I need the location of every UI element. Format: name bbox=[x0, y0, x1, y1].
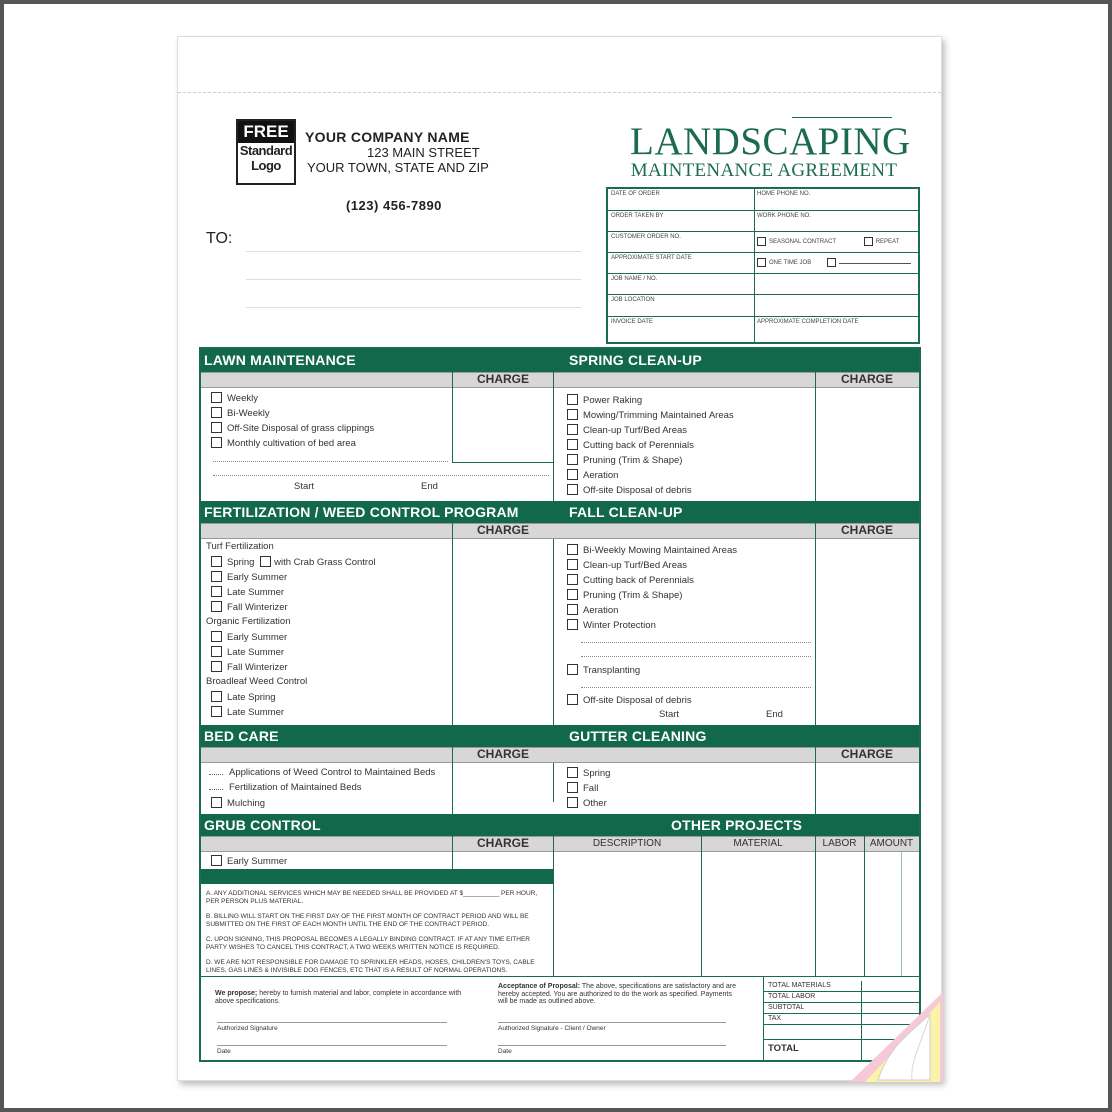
spring-item[interactable] bbox=[567, 439, 694, 452]
charge-bottom bbox=[452, 462, 553, 463]
fert-item[interactable] bbox=[211, 646, 284, 659]
completion-date-field[interactable]: APPROXIMATE COMPLETION DATE bbox=[757, 319, 859, 325]
checkbox[interactable] bbox=[567, 782, 578, 793]
signature-line[interactable] bbox=[217, 1022, 447, 1023]
other-checkbox[interactable] bbox=[827, 258, 836, 267]
total-labor-row: TOTAL LABOR bbox=[764, 992, 919, 1003]
gutter-item[interactable] bbox=[567, 767, 610, 780]
checkbox[interactable] bbox=[211, 407, 222, 418]
checkbox[interactable] bbox=[211, 631, 222, 642]
fert-item[interactable] bbox=[211, 706, 284, 719]
checkbox[interactable] bbox=[567, 424, 578, 435]
grub-footer-band bbox=[201, 869, 553, 884]
gutter-item-label: Fall bbox=[583, 783, 599, 794]
to-label: TO: bbox=[206, 230, 233, 247]
table-col-line bbox=[864, 836, 865, 976]
fall-item[interactable] bbox=[567, 664, 640, 677]
checkbox[interactable] bbox=[567, 767, 578, 778]
bed-item[interactable] bbox=[211, 797, 265, 810]
fall-end-label: End bbox=[766, 709, 783, 720]
date-of-order-field[interactable]: DATE OF ORDER bbox=[608, 189, 754, 211]
checkbox[interactable] bbox=[567, 559, 578, 570]
to-line bbox=[246, 307, 581, 308]
gutter-charge-header: CHARGE bbox=[840, 747, 893, 761]
grub-item-label: Early Summer bbox=[227, 856, 288, 867]
bed-item-label: Mulching bbox=[227, 798, 266, 809]
spring-item[interactable] bbox=[567, 409, 734, 422]
grub-charge-header: CHARGE bbox=[476, 836, 529, 850]
form-sheet bbox=[177, 36, 942, 1081]
checkbox[interactable] bbox=[567, 409, 578, 420]
fert-item[interactable] bbox=[211, 661, 288, 674]
propose-label: We propose; bbox=[215, 990, 258, 997]
grub-item[interactable] bbox=[211, 855, 287, 868]
checkbox[interactable] bbox=[567, 484, 578, 495]
page-curl bbox=[830, 992, 943, 1082]
spring-item-label: Clean-up Turf/Bed Areas bbox=[583, 425, 688, 436]
contract-type-row bbox=[754, 232, 920, 253]
propose-text: hereby to furnish material and labor, complete in accordance with above specifications. bbox=[215, 990, 462, 1005]
job-location-field[interactable]: JOB LOCATION bbox=[608, 295, 920, 317]
checkbox[interactable] bbox=[211, 422, 222, 433]
work-phone-field[interactable]: WORK PHONE NO. bbox=[754, 211, 920, 232]
fert-item-label: Late Summer bbox=[227, 587, 285, 598]
fall-item[interactable] bbox=[567, 559, 687, 572]
checkbox[interactable] bbox=[567, 619, 578, 630]
fert-item[interactable] bbox=[211, 571, 287, 584]
fall-item-label: Aeration bbox=[583, 605, 619, 616]
fert-item-label: Fall Winterizer bbox=[227, 662, 288, 673]
spring-item[interactable] bbox=[567, 454, 682, 467]
write-line[interactable] bbox=[209, 774, 223, 775]
fert-item[interactable] bbox=[211, 586, 284, 599]
lawn-item[interactable] bbox=[211, 407, 270, 420]
accept-text: The above, specifications are satisfactory and are hereby accepted. You are authorized to do the work as specified. Payments will be made as outlined above. bbox=[498, 983, 736, 1005]
write-line[interactable] bbox=[213, 461, 448, 462]
company-phone: (123) 456-7890 bbox=[346, 198, 442, 213]
signature-line[interactable] bbox=[498, 1022, 726, 1023]
lawn-charge-header: CHARGE bbox=[476, 372, 529, 386]
fert-item-label: Fall Winterizer bbox=[227, 602, 288, 613]
gutter-title: GUTTER CLEANING bbox=[569, 728, 707, 744]
turf-heading: Turf Fertilization bbox=[206, 541, 274, 552]
spring-item-label: Cutting back of Perennials bbox=[583, 440, 694, 451]
bed-title: BED CARE bbox=[204, 728, 279, 744]
logo-standard-text: Standard bbox=[239, 143, 293, 158]
accept-block bbox=[498, 983, 738, 1006]
title-main: LANDSCAPING bbox=[630, 120, 911, 163]
checkbox[interactable] bbox=[211, 556, 222, 567]
checkbox[interactable] bbox=[567, 454, 578, 465]
grub-title: GRUB CONTROL bbox=[204, 817, 321, 833]
one-time-label: ONE TIME JOB bbox=[769, 260, 812, 267]
spring-item-label: Off-site Disposal of debris bbox=[583, 485, 692, 496]
spring-item[interactable] bbox=[567, 424, 687, 437]
order-taken-by-field[interactable]: ORDER TAKEN BY bbox=[608, 211, 754, 232]
checkbox[interactable] bbox=[211, 437, 222, 448]
company-block bbox=[305, 130, 489, 175]
invoice-date-field[interactable]: INVOICE DATE bbox=[611, 319, 653, 325]
fert-item-label: Early Summer bbox=[227, 632, 288, 643]
total-row: TOTAL bbox=[768, 1043, 799, 1054]
fert-item-label: Late Spring bbox=[227, 692, 276, 703]
fall-item[interactable] bbox=[567, 694, 692, 707]
accept-signature-label: Authorized Signature - Client / Owner bbox=[498, 1025, 606, 1032]
fall-start-label: Start bbox=[659, 709, 680, 720]
spring-item-label: Aeration bbox=[583, 470, 619, 481]
fert-item-label: Spring bbox=[227, 557, 255, 568]
fall-item[interactable] bbox=[567, 619, 656, 632]
write-line[interactable] bbox=[581, 642, 811, 643]
lawn-start-label: Start bbox=[294, 481, 315, 492]
table-col-line bbox=[701, 836, 702, 976]
checkbox[interactable] bbox=[211, 646, 222, 657]
term-d: D. WE ARE NOT RESPONSIBLE FOR DAMAGE TO SPRINKLER HEADS, HOSES, CHILDREN'S TOYS, CABLE LINES, GAS LINES & INVISIBLE DOG FENCES, ETC THAT IS A RESULT OF NORMAL OPERATIONS. bbox=[206, 959, 535, 974]
spring-charge-header: CHARGE bbox=[840, 372, 893, 386]
title-sub: MAINTENANCE AGREEMENT bbox=[630, 160, 898, 181]
charge-divider bbox=[815, 747, 816, 815]
fall-item[interactable] bbox=[567, 544, 737, 557]
charge-divider bbox=[452, 836, 453, 870]
col-description: DESCRIPTION bbox=[592, 838, 662, 849]
spring-item-label: Power Raking bbox=[583, 395, 643, 406]
bottom-rule bbox=[201, 976, 919, 977]
checkbox[interactable] bbox=[567, 604, 578, 615]
section-band bbox=[201, 725, 919, 748]
checkbox[interactable] bbox=[211, 706, 222, 717]
order-info-box bbox=[606, 187, 920, 344]
date-line[interactable] bbox=[498, 1045, 726, 1046]
fall-item[interactable] bbox=[567, 589, 682, 602]
customer-order-field[interactable]: CUSTOMER ORDER NO. bbox=[608, 232, 754, 253]
fall-item-label: Cutting back of Perennials bbox=[583, 575, 694, 586]
form-title bbox=[630, 120, 911, 181]
job-name-field[interactable]: JOB NAME / NO. bbox=[608, 274, 920, 295]
lawn-title: LAWN MAINTENANCE bbox=[204, 352, 356, 368]
checkbox[interactable] bbox=[567, 439, 578, 450]
repeat-checkbox[interactable] bbox=[864, 237, 873, 246]
white-copy-curl bbox=[878, 1014, 930, 1080]
fert-charge-header: CHARGE bbox=[476, 523, 529, 537]
propose-block bbox=[215, 990, 475, 1005]
checkbox[interactable] bbox=[567, 544, 578, 555]
checkbox[interactable] bbox=[211, 392, 222, 403]
gutter-item-label: Spring bbox=[583, 768, 611, 779]
fall-item[interactable] bbox=[567, 604, 618, 617]
spring-item-label: Pruning (Trim & Shape) bbox=[583, 455, 683, 466]
subtotal-row: SUBTOTAL bbox=[764, 1003, 919, 1014]
spring-item[interactable] bbox=[567, 469, 618, 482]
write-line[interactable] bbox=[581, 656, 811, 657]
accept-date-label: Date bbox=[498, 1048, 512, 1055]
bed-item-label: Applications of Weed Control to Maintained Beds bbox=[229, 767, 436, 778]
fert-item[interactable] bbox=[211, 556, 375, 569]
col-material: MATERIAL bbox=[733, 838, 783, 849]
bed-item[interactable] bbox=[209, 767, 435, 779]
col-labor: LABOR bbox=[822, 838, 857, 849]
accept-label: Acceptance of Proposal: bbox=[498, 983, 581, 990]
checkbox[interactable] bbox=[211, 601, 222, 612]
title-rule bbox=[792, 117, 892, 118]
checkbox[interactable] bbox=[211, 586, 222, 597]
checkbox[interactable] bbox=[567, 664, 578, 675]
gutter-item[interactable] bbox=[567, 782, 598, 795]
term-c: C. UPON SIGNING, THIS PROPOSAL BECOMES A LEGALLY BINDING CONTRACT. IF AT ANY TIME EITHER PARTY WISHES TO CANCEL THIS CONTRACT, A TWO WEEKS WRITTEN NOTICE IS REQUIRED. bbox=[206, 936, 530, 951]
write-line[interactable] bbox=[581, 687, 811, 688]
other-title: OTHER PROJECTS bbox=[671, 817, 803, 833]
checkbox[interactable] bbox=[567, 394, 578, 405]
fall-item-label: Winter Protection bbox=[583, 620, 656, 631]
fert-title: FERTILIZATION / WEED CONTROL PROGRAM bbox=[204, 504, 519, 520]
gutter-item-label: Other bbox=[583, 798, 607, 809]
fert-item-label: with Crab Grass Control bbox=[274, 557, 376, 568]
checkbox[interactable] bbox=[211, 691, 222, 702]
checkbox[interactable] bbox=[211, 661, 222, 672]
bed-charge-header: CHARGE bbox=[476, 747, 529, 761]
lawn-item-label: Monthly cultivation of bed area bbox=[227, 438, 356, 449]
company-street: 123 MAIN STREET bbox=[367, 145, 480, 160]
total-materials-row: TOTAL MATERIALS bbox=[764, 981, 919, 992]
fall-item[interactable] bbox=[567, 574, 694, 587]
col-amount: AMOUNT bbox=[869, 838, 914, 849]
checkbox[interactable] bbox=[567, 694, 578, 705]
fall-item-label: Pruning (Trim & Shape) bbox=[583, 590, 683, 601]
fall-item-label: Transplanting bbox=[583, 665, 641, 676]
bed-item-label: Fertilization of Maintained Beds bbox=[229, 782, 362, 793]
spring-title: SPRING CLEAN-UP bbox=[569, 352, 702, 368]
other-line[interactable] bbox=[839, 263, 911, 264]
bed-item[interactable] bbox=[209, 782, 362, 794]
lawn-item-label: Weekly bbox=[227, 393, 258, 404]
checkbox[interactable] bbox=[211, 855, 222, 866]
fall-title: FALL CLEAN-UP bbox=[569, 504, 683, 520]
fall-item-label: Bi-Weekly Mowing Maintained Areas bbox=[583, 545, 738, 556]
broadleaf-heading: Broadleaf Weed Control bbox=[206, 676, 308, 687]
to-line bbox=[246, 279, 581, 280]
fall-item-label: Clean-up Turf/Bed Areas bbox=[583, 560, 688, 571]
company-logo bbox=[236, 119, 296, 185]
fert-item[interactable] bbox=[211, 691, 276, 704]
fert-item-label: Early Summer bbox=[227, 572, 288, 583]
charge-divider bbox=[452, 372, 453, 463]
checkbox[interactable] bbox=[567, 574, 578, 585]
term-b: B. BILLING WILL START ON THE FIRST DAY OF THE FIRST MONTH OF CONTRACT PERIOD AND WILL BE SUBMITTED ON THE FIRST OF EACH MONTH UNTIL THE END OF THE CONTRACT PERIOD. bbox=[206, 913, 529, 928]
seasonal-checkbox[interactable] bbox=[757, 237, 766, 246]
lawn-item[interactable] bbox=[211, 437, 356, 450]
lawn-item-label: Bi-Weekly bbox=[227, 408, 270, 419]
checkbox[interactable] bbox=[211, 797, 222, 808]
checkbox[interactable] bbox=[260, 556, 271, 567]
checkbox[interactable] bbox=[567, 797, 578, 808]
date-line[interactable] bbox=[217, 1045, 447, 1046]
write-line[interactable] bbox=[209, 789, 223, 790]
lawn-item[interactable] bbox=[211, 392, 258, 405]
perforation-line bbox=[178, 92, 941, 93]
fert-item[interactable] bbox=[211, 631, 287, 644]
logo-logo-text: Logo bbox=[251, 158, 281, 173]
company-name: YOUR COMPANY NAME bbox=[305, 129, 470, 145]
write-line[interactable] bbox=[213, 475, 549, 476]
table-col-line bbox=[553, 836, 554, 976]
fall-item-label: Off-site Disposal of debris bbox=[583, 695, 692, 706]
charge-divider bbox=[815, 523, 816, 726]
lawn-item[interactable] bbox=[211, 422, 374, 435]
propose-signature-label: Authorized Signature bbox=[217, 1025, 278, 1032]
one-time-row bbox=[754, 253, 920, 274]
lawn-end-label: End bbox=[421, 481, 438, 492]
fert-item-label: Late Summer bbox=[227, 707, 285, 718]
propose-date-label: Date bbox=[217, 1048, 231, 1055]
charge-divider bbox=[452, 747, 453, 815]
checkbox[interactable] bbox=[567, 469, 578, 480]
spring-item-label: Mowing/Trimming Maintained Areas bbox=[583, 410, 734, 421]
lawn-item-label: Off-Site Disposal of grass clippings bbox=[227, 423, 375, 434]
cents-line bbox=[901, 852, 902, 976]
term-a: A. ANY ADDITIONAL SERVICES WHICH MAY BE NEEDED SHALL BE PROVIDED AT $__________ PER HOUR, PER PERSON PLUS MATERIAL. bbox=[206, 890, 538, 905]
fert-item-label: Late Summer bbox=[227, 647, 285, 658]
home-phone-field[interactable]: HOME PHONE NO. bbox=[754, 189, 920, 211]
spring-item[interactable] bbox=[567, 394, 642, 407]
charge-divider bbox=[452, 523, 453, 726]
services-grid bbox=[199, 347, 921, 1062]
seasonal-label: SEASONAL CONTRACT bbox=[769, 239, 837, 246]
repeat-label: REPEAT bbox=[875, 239, 900, 246]
checkbox[interactable] bbox=[567, 589, 578, 600]
fall-charge-header: CHARGE bbox=[840, 523, 893, 537]
organic-heading: Organic Fertilization bbox=[206, 616, 291, 627]
spring-item[interactable] bbox=[567, 484, 692, 497]
gutter-item[interactable] bbox=[567, 797, 607, 810]
logo-free-text: FREE bbox=[238, 121, 294, 143]
one-time-checkbox[interactable] bbox=[757, 258, 766, 267]
checkbox[interactable] bbox=[211, 571, 222, 582]
fert-item[interactable] bbox=[211, 601, 288, 614]
charge-divider bbox=[815, 372, 816, 502]
company-city: YOUR TOWN, STATE AND ZIP bbox=[307, 160, 489, 175]
table-col-line bbox=[815, 836, 816, 976]
to-line bbox=[246, 251, 581, 252]
tax-row: TAX bbox=[764, 1014, 919, 1025]
approx-start-field[interactable]: APPROXIMATE START DATE bbox=[608, 253, 754, 274]
